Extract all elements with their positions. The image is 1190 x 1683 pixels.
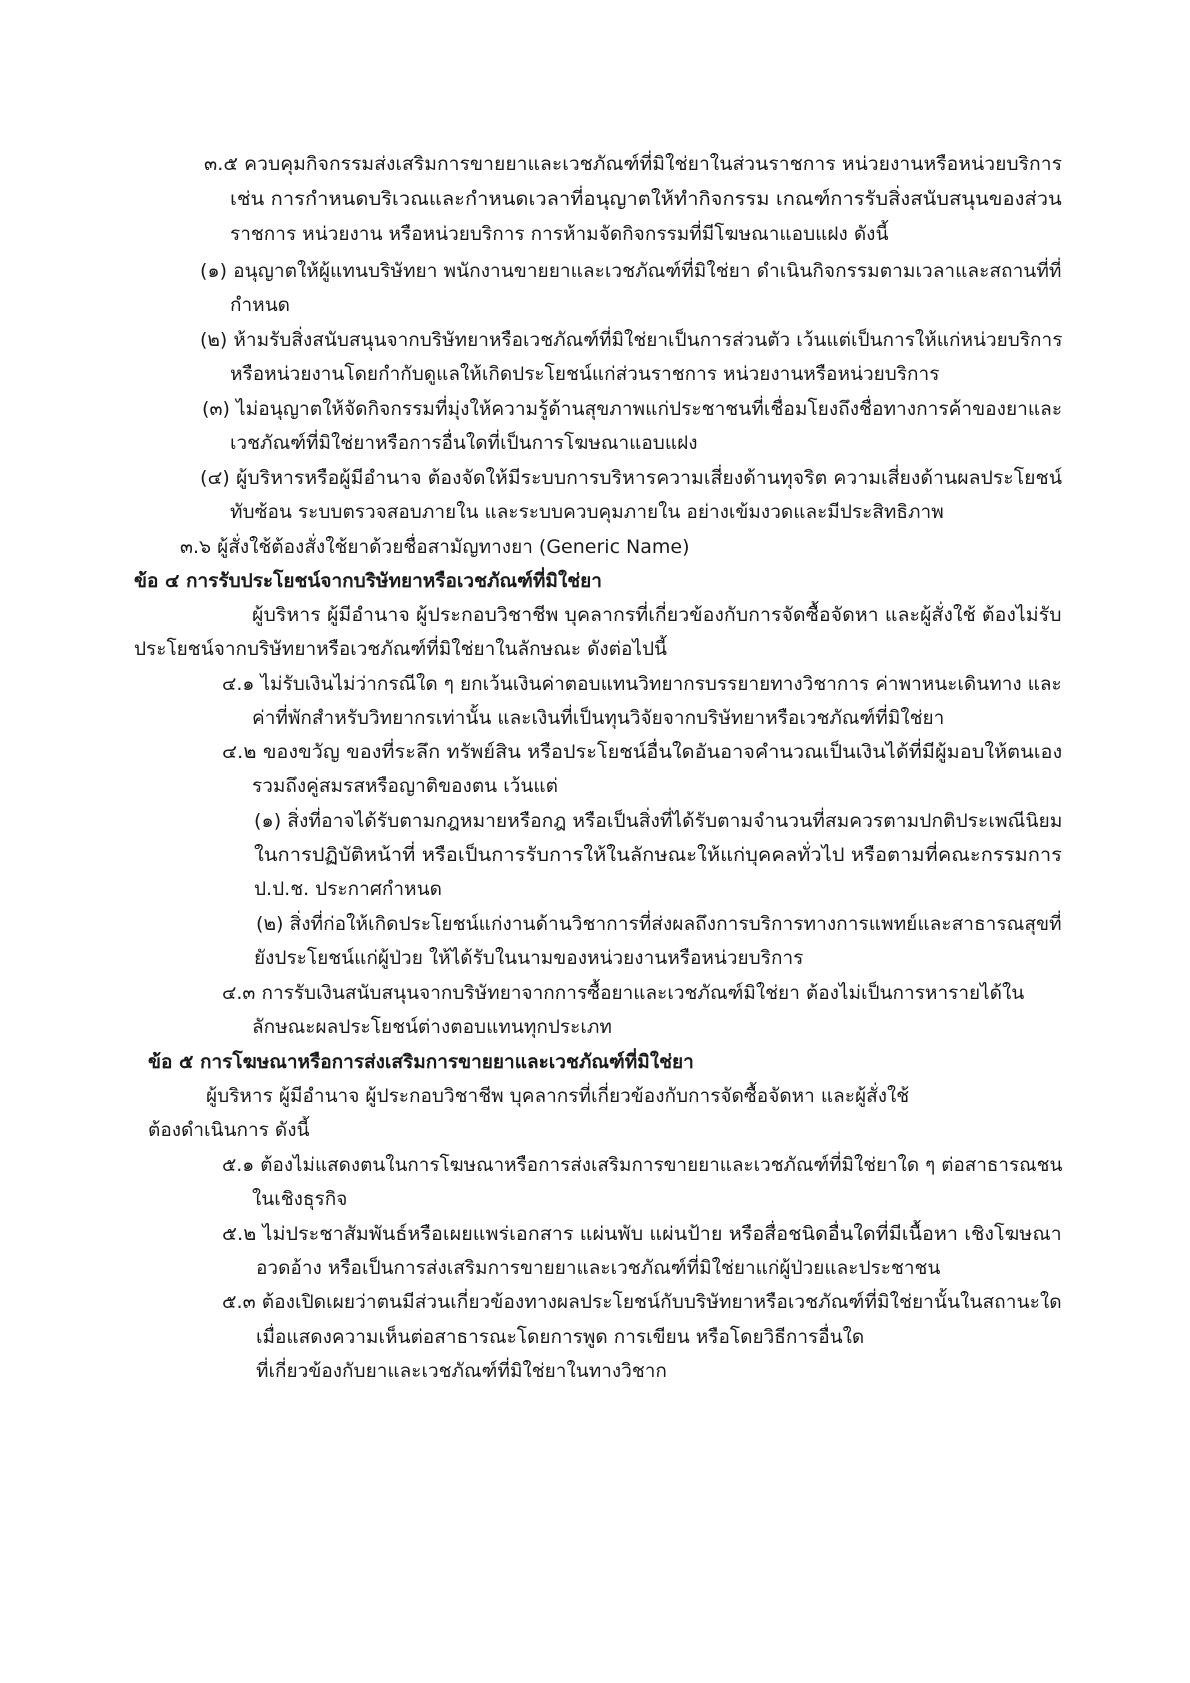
para-5-3-line-1: ๕.๓ ต้องเปิดเผยว่าตนมีส่วนเกี่ยวข้องทางผลประโยชน์กับบริษัทยาหรือเวชภัณฑ์ที่มิใช่ยานั้นในสถานะใด [222,1291,1062,1313]
para-5-3-line-3: ที่เกี่ยวข้องกับยาและเวชภัณฑ์ที่มิใช่ยาในทางวิชาก [256,1360,667,1382]
item-4-2-1-line-2: ในการปฏิบัติหน้าที่ หรือเป็นการรับการให้ในลักษณะให้แก่บุคคลทั่วไป หรือตามที่คณะกรรมการ [254,844,1062,866]
item-3-5-1-line-2: กำหนด [230,294,291,316]
section-4-intro-line-2: ประโยชน์จากบริษัทยาหรือเวชภัณฑ์ที่มิใช่ยาในลักษณะ ดังต่อไปนี้ [134,638,668,660]
para-5-3-line-2: เมื่อแสดงความเห็นต่อสาธารณะโดยการพูด การเขียน หรือโดยวิธีการอื่นใด [256,1326,865,1348]
para-5-1-line-1: ๕.๑ ต้องไม่แสดงตนในการโฆษณาหรือการส่งเสริมการขายยาและเวชภัณฑ์ที่มิใช่ยาใด ๆ ต่อสาธารณชน [222,1154,1063,1176]
item-4-2-1-line-1: (๑) สิ่งที่อาจได้รับตามกฎหมายหรือกฎ หรือเป็นสิ่งที่ได้รับตามจำนวนที่สมควรตามปกติประเพณีนิยม [254,810,1063,832]
section-5-intro-line-1: ผู้บริหาร ผู้มีอำนาจ ผู้ประกอบวิชาชีพ บุคลากรที่เกี่ยวข้องกับการจัดซื้อจัดหา และผู้สั่งใช้ [206,1085,910,1107]
para-4-2-line-2: รวมถึงคู่สมรสหรือญาติของตน เว้นแต่ [252,775,558,797]
para-3-5-line-3: ราชการ หน่วยงาน หรือหน่วยบริการ การห้ามจัดกิจกรรมที่มีโฆษณาแอบแฝง ดังนี้ [230,223,889,245]
section-4-intro-line-1: ผู้บริหาร ผู้มีอำนาจ ผู้ประกอบวิชาชีพ บุคลากรที่เกี่ยวข้องกับการจัดซื้อจัดหา และผู้สั่งใช้ ต้องไม่รับ [252,604,1062,626]
item-3-5-2-line-2: หรือหน่วยงานโดยกำกับดูแลให้เกิดประโยชน์แก่ส่วนราชการ หน่วยงานหรือหน่วยบริการ [230,363,940,385]
item-3-5-4-line-1: (๔) ผู้บริหารหรือผู้มีอำนาจ ต้องจัดให้มีระบบการบริหารความเสี่ยงด้านทุจริต ความเสี่ยงด้านผลประโยชน์ [200,467,1062,489]
section-4-heading: ข้อ ๔ การรับประโยชน์จากบริษัทยาหรือเวชภัณฑ์ที่มิใช่ยา [134,570,602,592]
para-4-1-line-2: ค่าที่พักสำหรับวิทยากรเท่านั้น และเงินที่เป็นทุนวิจัยจากบริษัทยาหรือเวชภัณฑ์ที่มิใช่ยา [252,707,945,729]
para-4-3-line-1: ๔.๓ การรับเงินสนับสนุนจากบริษัทยาจากการซื้อยาและเวชภัณฑ์มิใช่ยา ต้องไม่เป็นการหารายได้ใน [222,982,1025,1004]
item-4-2-1-line-3: ป.ป.ช. ประกาศกำหนด [254,878,442,900]
para-4-3-line-2: ลักษณะผลประโยชน์ต่างตอบแทนทุกประเภท [252,1016,612,1038]
section-5-heading: ข้อ ๕ การโฆษณาหรือการส่งเสริมการขายยาและเวชภัณฑ์ที่มิใช่ยา [148,1051,694,1073]
para-4-2-line-1: ๔.๒ ของขวัญ ของที่ระลึก ทรัพย์สิน หรือประโยชน์อื่นใดอันอาจคำนวณเป็นเงินได้ที่มีผู้มอบให้ตนเอง [222,741,1063,763]
para-5-1-line-2: ในเชิงธุรกิจ [252,1188,348,1210]
para-3-5-line-1: ๓.๕ ควบคุมกิจกรรมส่งเสริมการขายยาและเวชภัณฑ์ที่มิใช่ยาในส่วนราชการ หน่วยงานหรือหน่วยบริการ [204,153,1063,175]
section-5-intro-line-2: ต้องดำเนินการ ดังนี้ [148,1119,310,1141]
item-3-5-3-line-1: (๓) ไม่อนุญาตให้จัดกิจกรรมที่มุ่งให้ความรู้ด้านสุขภาพแก่ประชาชนที่เชื่อมโยงถึงชื่อทางการค้าของยาและ [202,398,1063,420]
item-4-2-2-line-1: (๒) สิ่งที่ก่อให้เกิดประโยชน์แก่งานด้านวิชาการที่ส่งผลถึงการบริการทางการแพทย์และสาธารณสุขที่ [256,913,1062,935]
item-4-2-2-line-2: ยังประโยชน์แก่ผู้ป่วย ให้ได้รับในนามของหน่วยงานหรือหน่วยบริการ [254,947,804,969]
item-3-5-2-line-1: (๒) ห้ามรับสิ่งสนับสนุนจากบริษัทยาหรือเวชภัณฑ์ที่มิใช่ยาเป็นการส่วนตัว เว้นแต่เป็นการให้แก่หน่วยบริการ [200,329,1063,351]
para-5-2-line-2: อวดอ้าง หรือเป็นการส่งเสริมการขายยาและเวชภัณฑ์ที่มิใช่ยาแก่ผู้ป่วยและประชาชน [256,1257,941,1279]
para-5-2-line-1: ๕.๒ ไม่ประชาสัมพันธ์หรือเผยแพร่เอกสาร แผ่นพับ แผ่นป้าย หรือสื่อชนิดอื่นใดที่มีเนื้อหา เชิงโฆษณา [222,1223,1062,1245]
item-3-5-4-line-2: ทับซ้อน ระบบตรวจสอบภายใน และระบบควบคุมภายใน อย่างเข้มงวดและมีประสิทธิภาพ [230,501,944,523]
para-4-1-line-1: ๔.๑ ไม่รับเงินไม่ว่ากรณีใด ๆ ยกเว้นเงินค่าตอบแทนวิทยากรบรรยายทางวิชาการ ค่าพาหนะเดินทาง และ [222,673,1062,695]
item-3-5-3-line-2: เวชภัณฑ์ที่มิใช่ยาหรือการอื่นใดที่เป็นการโฆษณาแอบแฝง [230,432,698,454]
item-3-5-1-line-1: (๑) อนุญาตให้ผู้แทนบริษัทยา พนักงานขายยาและเวชภัณฑ์ที่มิใช่ยา ดำเนินกิจกรรมตามเวลาและสถานที่ที่ [200,260,1062,282]
para-3-6: ๓.๖ ผู้สั่งใช้ต้องสั่งใช้ยาด้วยชื่อสามัญทางยา (Generic Name) [180,536,690,558]
para-3-5-line-2: เช่น การกำหนดบริเวณและกำหนดเวลาที่อนุญาตให้ทำกิจกรรม เกณฑ์การรับสิ่งสนับสนุนของส่วน [230,188,1062,210]
